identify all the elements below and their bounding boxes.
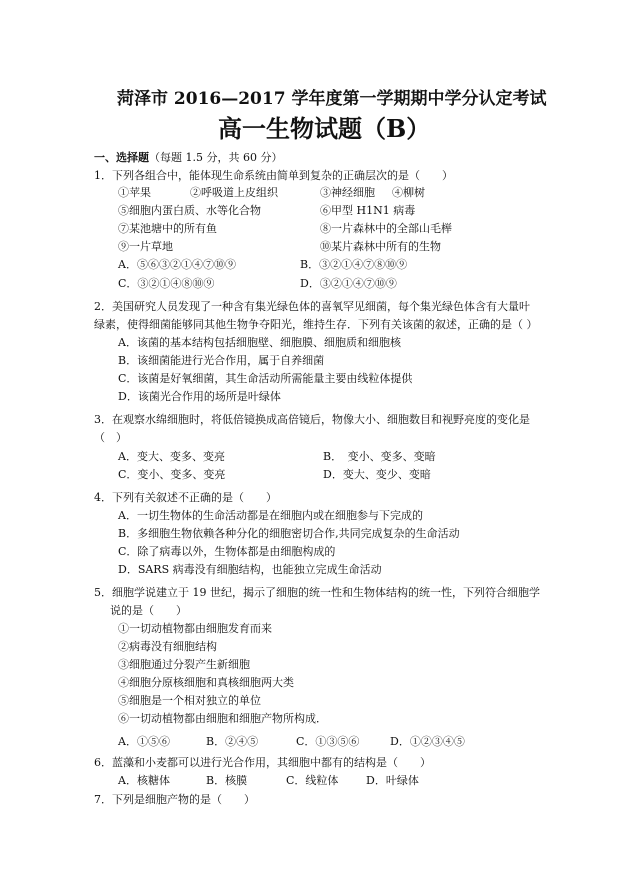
q3-option-a: A．变大、变多、变亮 xyxy=(118,450,225,463)
section-title: 一、选择题 xyxy=(94,151,149,164)
q4-stem: 4．下列有关叙述不正确的是（ ） xyxy=(94,491,277,504)
q5-option-b: B．②④⑤ xyxy=(206,735,259,748)
q2-option-d: D．该菌光合作用的场所是叶绿体 xyxy=(118,390,281,403)
q7-stem: 7．下列是细胞产物的是（ ） xyxy=(94,793,255,806)
q3-option-d: D．变大、变少、变暗 xyxy=(323,468,431,481)
q5-item: ③细胞通过分裂产生新细胞 xyxy=(118,658,250,671)
q2-stem: 2．美国研究人员发现了一种含有集光绿色体的喜氧罕见细菌，每个集光绿色体含有大量叶 xyxy=(94,300,530,313)
q3-option-b: B． 变小、变多、变暗 xyxy=(323,450,436,463)
q6-option-b: B．核膜 xyxy=(206,774,248,787)
q1-item: ⑥甲型 H1N1 病毒 xyxy=(320,204,416,217)
exam-title: 菏泽市 2016—2017 学年度第一学期期中学分认定考试 xyxy=(117,89,547,109)
q1-stem: 1．下列各组合中，能体现生命系统由简单到复杂的正确层次的是（ ） xyxy=(94,169,453,182)
q6-option-a: A．核糖体 xyxy=(118,774,170,787)
q1-item: ③神经细胞 xyxy=(320,186,375,199)
q3-option-c: C．变小、变多、变亮 xyxy=(118,468,226,481)
q6-stem: 6．蓝藻和小麦都可以进行光合作用，其细胞中都有的结构是（ ） xyxy=(94,756,431,769)
q6-option-c: C．线粒体 xyxy=(286,774,339,787)
q5-option-c: C．①③⑤⑥ xyxy=(296,735,360,748)
q5-stem-cont: 说的是（ ） xyxy=(110,604,187,617)
section-heading xyxy=(94,151,282,165)
q5-item: ②病毒没有细胞结构 xyxy=(118,640,217,653)
q3-stem: 3．在观察水绵细胞时，将低倍镜换成高倍镜后，物像大小、细胞数目和视野亮度的变化是 xyxy=(94,413,530,426)
q2-option-b: B．该细菌能进行光合作用，属于自养细菌 xyxy=(118,354,325,367)
q3-stem-cont: （ ） xyxy=(94,431,127,444)
q2-stem-cont: 绿素，使得细菌能够同其他生物争夺阳光，维持生存．下列有关该菌的叙述，正确的是（ ） xyxy=(94,318,538,331)
q6-option-d: D．叶绿体 xyxy=(366,774,419,787)
q1-item: ⑨一片草地 xyxy=(118,240,173,253)
q1-item: ②呼吸道上皮组织 xyxy=(190,186,278,199)
q4-option-a: A．一切生物体的生命活动都是在细胞内或在细胞参与下完成的 xyxy=(118,509,423,522)
q5-stem: 5．细胞学说建立于 19 世纪，揭示了细胞的统一性和生物体结构的统一性，下列符合细胞学 xyxy=(94,586,540,599)
q1-item: ⑧一片森林中的全部山毛榉 xyxy=(320,222,452,235)
q5-option-a: A．①⑤⑥ xyxy=(118,735,170,748)
q1-option-d: D．③②①④⑦⑩⑨ xyxy=(300,277,397,290)
q5-item: ④细胞分原核细胞和真核细胞两大类 xyxy=(118,676,294,689)
q5-item: ①一切动植物都由细胞发育而来 xyxy=(118,622,272,635)
q1-item: ④柳树 xyxy=(392,186,425,199)
q5-option-d: D．①②③④⑤ xyxy=(390,735,465,748)
q1-item: ⑦某池塘中的所有鱼 xyxy=(118,222,217,235)
q1-option-b: B．③②①④⑦⑧⑩⑨ xyxy=(300,258,408,271)
q1-option-c: C．③②①④⑧⑩⑨ xyxy=(118,277,215,290)
q4-option-b: B．多细胞生物依赖各种分化的细胞密切合作,共同完成复杂的生命活动 xyxy=(118,527,460,540)
q2-option-a: A．该菌的基本结构包括细胞壁、细胞膜、细胞质和细胞核 xyxy=(118,336,401,349)
q4-option-c: C．除了病毒以外，生物体都是由细胞构成的 xyxy=(118,545,336,558)
section-note: （每题 1.5 分，共 60 分） xyxy=(149,151,283,164)
q1-item: ⑩某片森林中所有的生物 xyxy=(320,240,441,253)
q4-option-d: D．SARS 病毒没有细胞结构，也能独立完成生命活动 xyxy=(118,563,382,576)
q5-item: ⑥一切动植物都由细胞和细胞产物所构成． xyxy=(118,712,327,725)
q1-item: ⑤细胞内蛋白质、水等化合物 xyxy=(118,204,261,217)
q1-item: ①苹果 xyxy=(118,186,151,199)
q5-item: ⑤细胞是一个相对独立的单位 xyxy=(118,694,261,707)
q1-option-a: A．⑤⑥③②①④⑦⑩⑨ xyxy=(118,258,236,271)
q2-option-c: C．该菌是好氧细菌，其生命活动所需能量主要由线粒体提供 xyxy=(118,372,413,385)
exam-subtitle: 高一生物试题（B） xyxy=(218,114,431,143)
